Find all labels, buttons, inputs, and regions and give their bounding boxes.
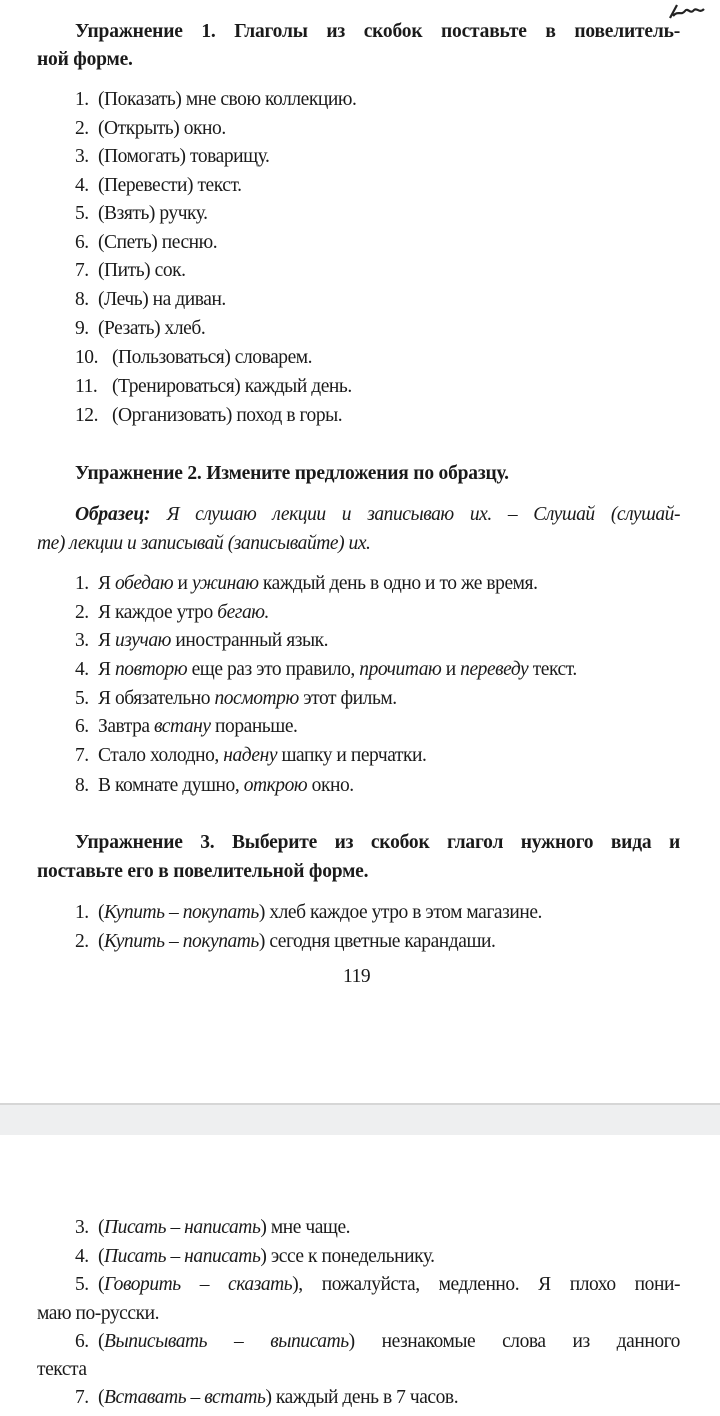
item-number: 6. — [75, 1331, 89, 1352]
item-text: обедаю — [114, 573, 174, 594]
item-number: 7. — [75, 745, 89, 766]
item-text: ) незнакомые слова из данного — [348, 1331, 680, 1352]
item-text: (Открыть) окно. — [98, 118, 226, 139]
item-text: (Резать) хлеб. — [98, 318, 206, 339]
sample-line — [37, 532, 370, 556]
item-text: (Пить) сок. — [98, 260, 186, 281]
exercise-2-item — [75, 601, 269, 625]
item-number: 7. — [75, 1387, 89, 1408]
exercise-1-item — [75, 375, 352, 399]
item-text: прочитаю — [359, 659, 442, 680]
item-text: Писать – написать — [104, 1246, 261, 1267]
item-number: 4. — [75, 659, 89, 680]
item-text: Я обязательно — [98, 688, 215, 709]
item-text: шапку и перчатки. — [277, 745, 427, 766]
item-text: иностранный язык. — [170, 630, 329, 651]
exercise-3-item — [75, 1386, 458, 1410]
exercise-1-item — [75, 231, 217, 255]
item-number: 2. — [75, 118, 89, 139]
item-text: переведу — [460, 659, 529, 680]
exercise-3-item — [37, 1358, 87, 1382]
item-number: 4. — [75, 1246, 89, 1267]
item-text: ) мне чаще. — [260, 1217, 351, 1238]
exercise-1-item — [75, 145, 269, 169]
item-text: текста — [37, 1359, 87, 1380]
sample-text: Образец: — [75, 504, 167, 525]
exercise-3-item — [75, 1330, 680, 1354]
item-number: 5. — [75, 1274, 89, 1295]
item-text: текст. — [528, 659, 577, 680]
item-number: 9. — [75, 318, 89, 339]
exercise-2-item — [75, 744, 426, 768]
item-text: ( — [98, 1387, 105, 1408]
item-text: этот фильм. — [298, 688, 397, 709]
item-text: ) хлеб каждое утро в этом магазине. — [258, 902, 542, 923]
item-text: ужинаю — [191, 573, 259, 594]
exercise-1-item — [75, 174, 242, 198]
item-text: ) каждый день в 7 часов. — [265, 1387, 459, 1408]
item-text: Я — [98, 573, 115, 594]
item-number: 3. — [75, 630, 89, 651]
item-text: каждый день в одно и то же время. — [258, 573, 538, 594]
item-number: 5. — [75, 203, 89, 224]
item-text: маю по-русски. — [37, 1303, 160, 1324]
item-text: Я каждое утро — [98, 602, 218, 623]
exercise-1-title-cont: ной форме. — [37, 49, 133, 70]
exercise-3-item — [75, 1245, 435, 1269]
item-number: 1. — [75, 573, 89, 594]
item-number: 1. — [75, 89, 89, 110]
item-text: Выписывать – выписать — [104, 1331, 349, 1352]
page-separator — [0, 1103, 720, 1135]
item-text: (Помогать) товарищу. — [98, 146, 270, 167]
exercise-3-title: Упражнение 3. Выберите из скобок глагол нужного вида и — [75, 832, 680, 853]
item-number: 8. — [75, 775, 89, 796]
item-text: (Тренироваться) каждый день. — [112, 376, 352, 397]
item-number: 3. — [75, 146, 89, 167]
item-text: посмотрю — [214, 688, 299, 709]
exercise-1-item — [75, 346, 312, 370]
item-text: Я — [98, 630, 115, 651]
item-number: 1. — [75, 902, 89, 923]
exercise-3-title-cont: поставьте его в повелительной форме. — [37, 861, 369, 882]
exercise-2-item — [75, 572, 538, 596]
item-text: бегаю. — [217, 602, 269, 623]
exercise-3-item — [75, 930, 495, 954]
item-text: Я — [98, 659, 115, 680]
item-text: изучаю — [114, 630, 171, 651]
item-text: (Организовать) поход в горы. — [112, 405, 343, 426]
item-number: 2. — [75, 931, 89, 952]
exercise-3-item — [75, 1273, 680, 1297]
item-text: (Лечь) на диван. — [98, 289, 226, 310]
item-number: 3. — [75, 1217, 89, 1238]
exercise-1-title: Упражнение 1. Глаголы из скобок поставьте в повелитель- — [75, 21, 680, 42]
item-text: и — [173, 573, 192, 594]
item-text: окно. — [307, 775, 354, 796]
item-text: Купить – покупать — [104, 931, 259, 952]
item-text: Купить – покупать — [104, 902, 259, 923]
item-text: Завтра — [98, 716, 155, 737]
exercise-2-title: Упражнение 2. Измените предложения по образцу. — [75, 463, 509, 484]
exercise-1-item — [75, 117, 226, 141]
item-number: 2. — [75, 602, 89, 623]
item-text: еще раз это правило, — [187, 659, 360, 680]
item-text: Стало холодно, — [98, 745, 224, 766]
exercise-1-item — [75, 288, 226, 312]
exercise-3-item — [37, 1302, 159, 1326]
page-number: 119 — [343, 966, 371, 987]
sample-text: те) лекции и записывай (записывайте) их. — [37, 533, 371, 554]
item-text: ( — [98, 1274, 105, 1295]
item-text: ( — [98, 931, 105, 952]
item-text: Писать – написать — [104, 1217, 261, 1238]
item-text: (Перевести) текст. — [98, 175, 242, 196]
item-text: и — [441, 659, 461, 680]
item-text: Вставать – встать — [104, 1387, 266, 1408]
item-text: (Показать) мне свою коллекцию. — [98, 89, 357, 110]
exercise-2-item — [75, 715, 297, 739]
item-number: 12. — [75, 405, 99, 426]
item-text: ( — [98, 1331, 105, 1352]
exercise-1-item — [75, 259, 186, 283]
exercise-3-item — [75, 901, 542, 925]
exercise-1-item — [75, 202, 208, 226]
exercise-2-item — [75, 687, 397, 711]
signature-pen-icon[interactable] — [668, 2, 712, 20]
exercise-1-item — [75, 317, 205, 341]
item-text: (Пользоваться) словарем. — [112, 347, 313, 368]
item-number: 6. — [75, 232, 89, 253]
item-text: Говорить – сказать — [104, 1274, 293, 1295]
exercise-2-item — [75, 629, 328, 653]
item-text: пораньше. — [210, 716, 298, 737]
item-text: ( — [98, 1217, 105, 1238]
item-text: (Взять) ручку. — [98, 203, 208, 224]
item-text: открою — [243, 775, 308, 796]
exercise-1-item — [75, 404, 342, 428]
item-text: ( — [98, 902, 105, 923]
item-number: 7. — [75, 260, 89, 281]
item-number: 5. — [75, 688, 89, 709]
item-text: ) эссе к понедельнику. — [260, 1246, 435, 1267]
item-number: 6. — [75, 716, 89, 737]
item-text: ), пожалуйста, медленно. Я плохо пони- — [292, 1274, 680, 1295]
item-number: 8. — [75, 289, 89, 310]
exercise-3-item — [75, 1216, 350, 1240]
exercise-2-item — [75, 774, 354, 798]
item-text: надену — [223, 745, 278, 766]
item-number: 10. — [75, 347, 99, 368]
item-text: ( — [98, 1246, 105, 1267]
item-text: В комнате душно, — [98, 775, 244, 796]
sample-line — [75, 503, 680, 527]
exercise-2-item — [75, 658, 577, 682]
item-number: 11. — [75, 376, 98, 397]
exercise-1-item — [75, 88, 356, 112]
item-text: (Спеть) песню. — [98, 232, 218, 253]
sample-text: Я слушаю лекции и записываю их. – Слушай (слушай- — [166, 504, 680, 525]
item-text: ) сегодня цветные карандаши. — [258, 931, 496, 952]
item-number: 4. — [75, 175, 89, 196]
item-text: встану — [154, 716, 211, 737]
item-text: повторю — [114, 659, 188, 680]
